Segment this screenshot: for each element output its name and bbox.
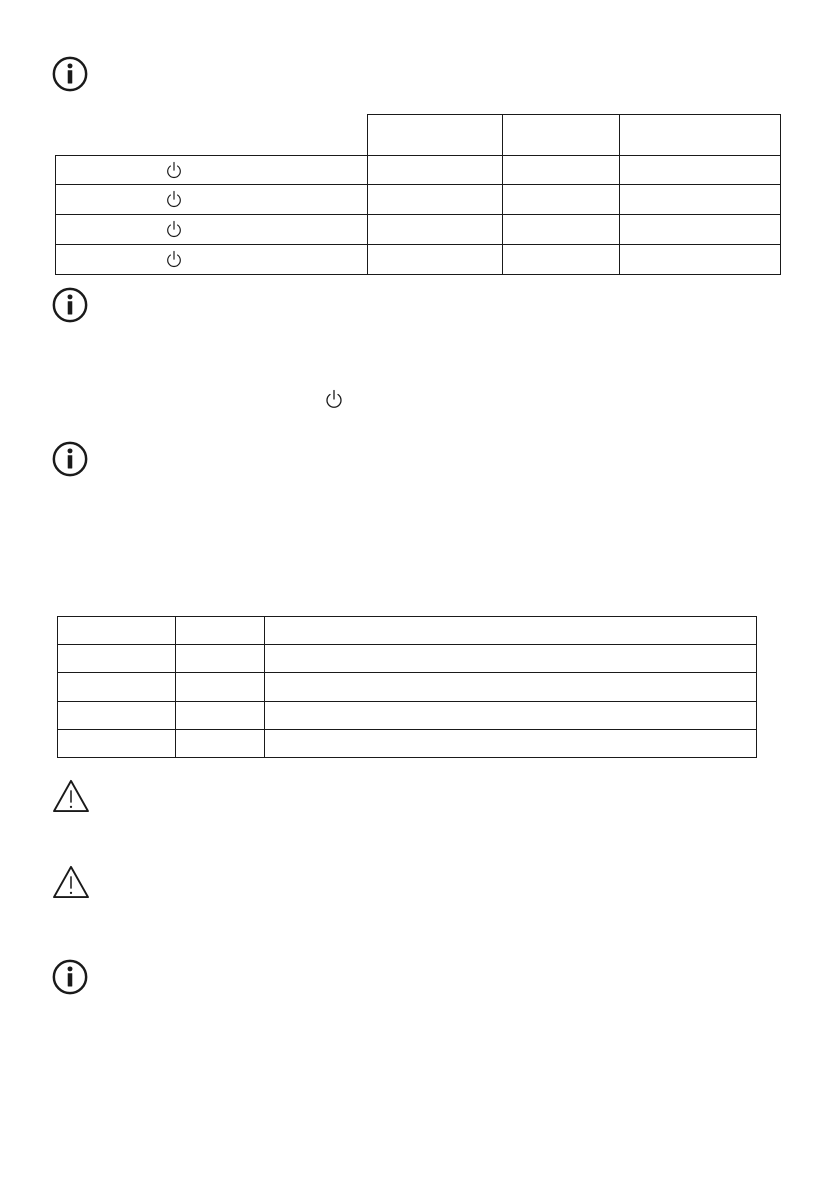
table-row [56,185,781,215]
table-cell [56,215,368,245]
table-cell [619,156,780,185]
table-cell [368,156,503,185]
table-header-cell [619,115,780,156]
table-cell [58,730,176,758]
table-header-cell [265,617,757,645]
table-row [58,730,757,758]
settings-table [55,114,781,275]
table-cell [368,185,503,215]
table-cell [176,673,265,702]
info-icon [51,55,89,93]
power-icon [165,161,183,181]
table-cell [265,645,757,673]
table-cell [503,156,619,185]
table-cell [176,702,265,730]
table-row [56,156,781,185]
table-row [58,645,757,673]
table-cell [56,185,368,215]
table-header-cell [503,115,619,156]
table-row [58,702,757,730]
table-cell [503,185,619,215]
table-cell [58,645,176,673]
warning-icon [52,779,90,813]
table-cell [368,215,503,245]
table-row [56,215,781,245]
table-row [56,245,781,275]
table-cell [56,245,368,275]
info-icon [51,286,89,324]
table-cell [619,245,780,275]
table-header-cell [58,617,176,645]
table-header-cell [368,115,503,156]
table-cell [503,215,619,245]
info-table [57,616,757,758]
table-cell [56,156,368,185]
table-cell [619,215,780,245]
table-cell [176,730,265,758]
table-cell [265,673,757,702]
table-header-row [58,617,757,645]
power-icon [324,389,344,411]
table-header-cell [176,617,265,645]
table-cell [265,702,757,730]
info-icon [51,440,89,478]
power-icon [165,220,183,240]
table-cell [58,702,176,730]
table-cell [265,730,757,758]
table-cell [503,245,619,275]
info-icon [51,958,89,996]
table-cell [58,673,176,702]
table-header-row [56,115,781,156]
table-row [58,673,757,702]
table-cell [176,645,265,673]
warning-icon [52,865,90,899]
table-header-cell [56,115,368,156]
table-cell [619,185,780,215]
power-icon [165,190,183,210]
power-icon [165,250,183,270]
table-cell [368,245,503,275]
